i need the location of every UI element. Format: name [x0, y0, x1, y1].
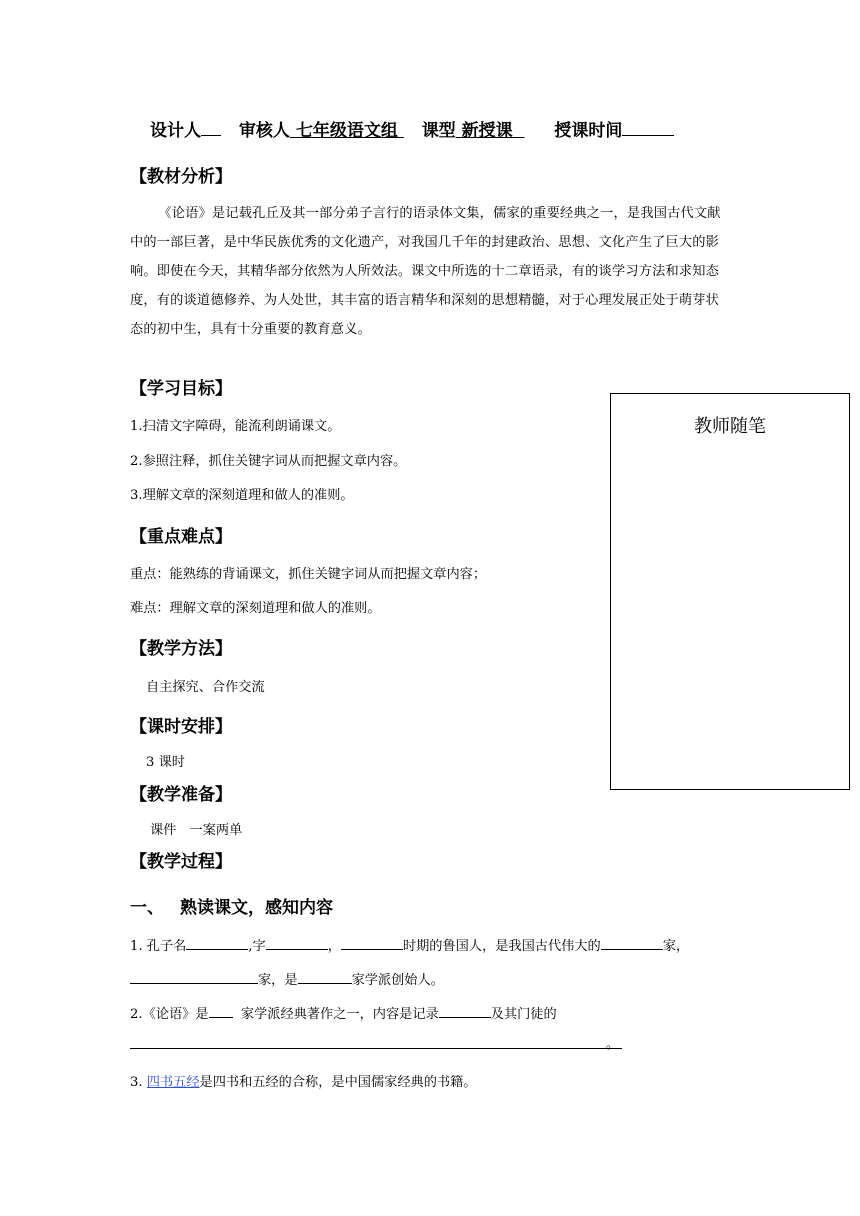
analysis-paragraph: 《论语》是记载孔丘及其一部分弟子言行的语录体文集，儒家的重要经典之一，是我国古代文献中的一部巨著，是中华民族优秀的文化遗产，对我国几千年的封建政治、思想、文化产生了巨大的影响。即使在今天，其精华部分依然为人所效法。课文中所选的十二章语录，有的谈学习方法和求知态度，有的谈道德修养、为人处世，其丰富的语言精华和深刻的思想精髓，对于心理发展正处于萌芽状态的初中生，具有十分重要的教育意义。 [130, 206, 721, 337]
section-process-heading: 【教学过程】 [130, 852, 232, 872]
key-point-difficulty: 难点：理解文章的深刻道理和做人的准则。 [130, 601, 381, 616]
fill-blank[interactable] [209, 1004, 233, 1018]
section-methods-heading: 【教学方法】 [130, 639, 232, 659]
fill-blank[interactable] [266, 936, 328, 950]
sishu-wujing-link[interactable]: 四书五经 [146, 1075, 200, 1090]
fill-blank[interactable] [130, 970, 258, 984]
section-objectives-heading: 【学习目标】 [130, 379, 232, 399]
step-one-number: 一、 [130, 898, 164, 918]
section-preparation-heading: 【教学准备】 [130, 785, 232, 805]
reviewer-label: 审核人 [238, 121, 290, 141]
objective-item: 1.扫清文字障碍，能流利朗诵课文。 [130, 419, 341, 434]
preparation-text: 课件 一案两单 [150, 823, 243, 838]
designer-blank [201, 134, 221, 136]
objective-item: 2.参照注释，抓住关键字词从而把握文章内容。 [130, 454, 407, 469]
objective-item: 3.理解文章的深刻道理和做人的准则。 [130, 488, 354, 503]
fill-blank[interactable] [186, 936, 248, 950]
question-1-line-2: 家，是 家学派创始人。 [130, 969, 444, 988]
type-label: 课型 [421, 121, 456, 141]
question-2-line-1: 2.《论语》是 家学派经典著作之一，内容是记录 及其门徒的 [130, 1003, 557, 1022]
step-one-heading [130, 893, 333, 918]
header-line [150, 116, 674, 141]
key-point-focus: 重点：能熟练的背诵课文，抓住关键字词从而把握文章内容； [130, 567, 487, 582]
methods-text: 自主探究、合作交流 [146, 680, 265, 695]
question-2-period: 。 [606, 1037, 620, 1052]
section-keypoints-heading: 【重点难点】 [130, 527, 232, 547]
type-value: 新授课 [461, 121, 513, 141]
section-analysis-heading: 【教材分析】 [130, 167, 232, 187]
section-schedule-heading: 【课时安排】 [130, 717, 232, 737]
question-1-line-1: 1. 孔子名 ,字 ， 时期的鲁国人，是我国古代伟大的 家， [130, 935, 689, 954]
fill-blank[interactable] [341, 936, 403, 950]
reviewer-value: 七年级语文组 [295, 121, 398, 141]
fill-blank[interactable] [601, 936, 663, 950]
schedule-text: 3 课时 [146, 755, 185, 770]
question-3-line: 3. 四书五经是四书和五经的合称，是中国儒家经典的书籍。 [130, 1075, 477, 1090]
fill-blank[interactable] [298, 970, 352, 984]
designer-label: 设计人 [150, 121, 201, 141]
step-one-title: 熟读课文，感知内容 [180, 898, 333, 918]
teacher-notes-box[interactable] [610, 393, 850, 790]
teacher-notes-title: 教师随笔 [694, 416, 766, 437]
fill-blank[interactable] [439, 1004, 491, 1018]
question-2-answer-line[interactable] [130, 1048, 622, 1049]
time-blank [622, 134, 674, 136]
time-label: 授课时间 [554, 121, 623, 141]
